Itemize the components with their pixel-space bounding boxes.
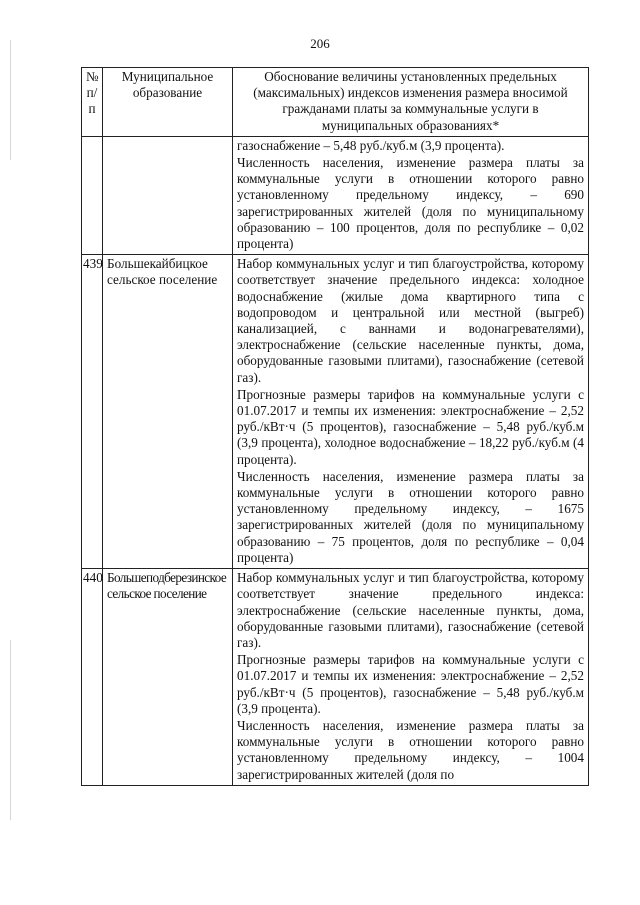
tariff-index-table — [81, 67, 589, 786]
justification-paragraph: Прогнозные размеры тарифов на коммунальные услуги с 01.07.2017 и темпы их изменения: электроснабжение – 2,52 руб./кВт·ч (5 процентов), газоснабжение – 5,48 руб./куб.м (3,9 процента), холодное водоснабжение – 18,22 руб./куб.м (4 процента). — [237, 386, 584, 467]
justification-paragraph: Численность населения, изменение размера платы за коммунальные услуги в отношении которого равно установленному предельному индексу, – 690 зарегистрированных жителей (доля по муниципальному образованию – 100 процентов, доля по республике – 0,02 процента) — [237, 155, 584, 252]
justification-paragraph: Набор коммунальных услуг и тип благоустройства, которому соответствует значение предельного индекса: электроснабжение (сельские населенные пункты, дома, оборудованные газовыми плитами), газоснабжение (сетевой газ). — [237, 570, 584, 650]
justification-paragraph: Численность населения, изменение размера платы за коммунальные услуги в отношении которого равно установленному предельному индексу, – 1004 зарегистрированных жителей (доля по — [237, 717, 584, 782]
table-row — [82, 255, 589, 569]
justification-paragraph: Прогнозные размеры тарифов на коммунальные услуги с 01.07.2017 и темпы их изменения: электроснабжение – 2,52 руб./кВт·ч (5 процентов), газоснабжение – 5,48 руб./куб.м (3,9 процента). — [237, 652, 584, 716]
row-justification — [233, 136, 589, 254]
justification-paragraph: газоснабжение – 5,48 руб./куб.м (3,9 процента). — [237, 137, 505, 153]
table-row — [82, 569, 589, 786]
justification-paragraph: Численность населения, изменение размера платы за коммунальные услуги в отношении которого равно установленному предельному индексу, – 1675 зарегистрированных жителей (доля по муниципальному образованию – 75 процентов, доля по республике – 0,04 процента) — [237, 468, 584, 565]
justification-paragraph: Набор коммунальных услуг и тип благоустройства, которому соответствует значение предельного индекса: холодное водоснабжение (жилые дома квартирного типа с водопроводом и центральной или местной (выгреб) канализацией, с ваннами и водонагревателями), электроснабжение (сельские населенные пункты, дома, оборудованные газовыми плитами), газоснабжение (сетевой газ). — [237, 256, 584, 385]
row-municipality: Большеподберезинское сельское поселение — [103, 569, 233, 786]
header-number: № п/п — [82, 68, 103, 137]
row-number — [82, 136, 103, 254]
row-municipality: Большекайбицкое сельское поселение — [103, 255, 233, 569]
table-row — [82, 136, 589, 254]
row-number: 439 — [82, 255, 103, 569]
row-municipality — [103, 136, 233, 254]
page-number: 206 — [310, 36, 330, 51]
row-justification — [233, 569, 589, 786]
scan-edge-mark — [10, 40, 11, 160]
scan-edge-mark — [10, 640, 11, 820]
header-municipality: Муниципальное образование — [103, 68, 233, 137]
row-number: 440 — [82, 569, 103, 786]
row-justification — [233, 255, 589, 569]
header-justification: Обоснование величины установленных предельных (максимальных) индексов изменения размера вносимой гражданами платы за коммунальные услуги в муниципальных образованиях* — [233, 68, 589, 137]
table-header-row — [82, 68, 589, 137]
